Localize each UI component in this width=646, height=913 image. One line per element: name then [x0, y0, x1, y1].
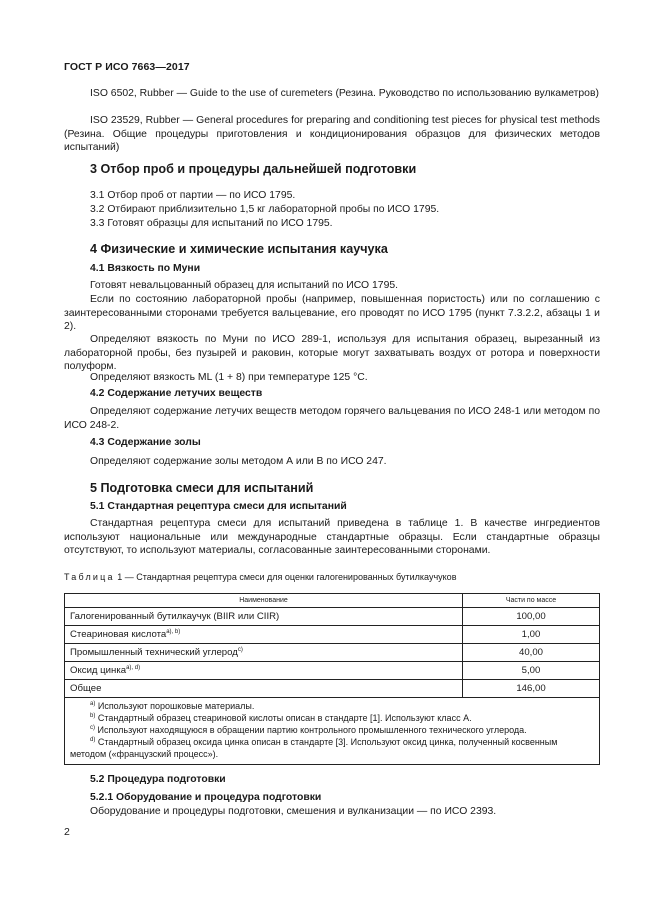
- section-5-2-heading: 5.2 Процедура подготовки: [90, 774, 226, 785]
- table-caption: [64, 572, 456, 582]
- footnote: [70, 712, 594, 724]
- reference-iso-6502: ISO 6502, Rubber — Guide to the use of curemeters (Резина. Руководство по использованию вулкаметров): [90, 88, 599, 99]
- footnote-mark: a): [90, 701, 96, 707]
- section-4-1-heading: 4.1 Вязкость по Муни: [90, 263, 201, 274]
- footnote: [70, 700, 594, 712]
- table-footnotes: [65, 698, 600, 765]
- section-5-2-1-heading: 5.2.1 Оборудование и процедура подготовки: [90, 792, 322, 803]
- clause-3-1: 3.1 Отбор проб от партии — по ИСО 1795.: [90, 190, 296, 201]
- paragraph: Определяют содержание летучих веществ методом горячего вальцевания по ИСО 248-1 или методом по ИСО 248-2.: [64, 406, 600, 431]
- paragraph: Если по состоянию лабораторной пробы (например, повышенная пористость) или по соглашению с заинтересованными сторонами требуется вальцевание, его проводят по ИСО 1795 (пункт 7.3.2.2, абзацы 1 и 2).: [64, 294, 600, 332]
- clause-3-2: 3.2 Отбирают приблизительно 1,5 кг лабораторной пробы по ИСО 1795.: [90, 204, 440, 215]
- ingredient-name: [65, 680, 463, 698]
- table-row: [65, 644, 600, 662]
- column-header-parts: Части по массе: [463, 594, 600, 608]
- paragraph: Определяют вязкость ML (1 + 8) при температуре 125 °С.: [90, 372, 368, 383]
- clause-3-3: 3.3 Готовят образцы для испытаний по ИСО 1795.: [90, 218, 333, 229]
- ingredient-label: Стеариновая кислота: [70, 629, 167, 640]
- ingredient-parts: 1,00: [463, 626, 600, 644]
- table-caption-prefix: Таблица: [64, 572, 115, 582]
- reference-iso-23529: ISO 23529, Rubber — General procedures for preparing and conditioning test pieces for physical test methods (Резина. Общие процедуры приготовления и кондиционирования образцов для физических методов испытаний): [64, 115, 600, 153]
- ingredient-parts: 100,00: [463, 608, 600, 626]
- footnote-ref: c): [237, 647, 243, 653]
- footnote-mark: c): [90, 725, 95, 731]
- paragraph: Определяют содержание золы методом А или В по ИСО 247.: [90, 456, 387, 467]
- paragraph: Стандартная рецептура смеси для испытаний приведена в таблице 1. В качестве ингредиентов используют национальные или международные стандартные образцы. Если стандартные образцы отсутствуют, то используют материалы, согласованные заинтересованными сторонами.: [64, 518, 600, 556]
- footnote-text: Используют находящуюся в обращении партию контрольного промышленного технического углерода.: [95, 725, 527, 735]
- table-caption-text: 1 — Стандартная рецептура смеси для оценки галогенированных бутилкаучуков: [114, 572, 457, 582]
- table-row: [65, 662, 600, 680]
- paragraph: Оборудование и процедуры подготовки, смешения и вулканизации — по ИСО 2393.: [90, 806, 497, 817]
- table-row: [65, 626, 600, 644]
- ingredient-label: Промышленный технический углерод: [70, 647, 238, 658]
- ingredient-name: [65, 608, 463, 626]
- ingredient-name: [65, 644, 463, 662]
- footnote: [70, 736, 594, 760]
- table-footnotes-row: [65, 698, 600, 765]
- section-3-heading: 3 Отбор проб и процедуры дальнейшей подготовки: [90, 162, 417, 176]
- section-5-1-heading: 5.1 Стандартная рецептура смеси для испытаний: [90, 501, 347, 512]
- section-5-heading: 5 Подготовка смеси для испытаний: [90, 481, 314, 495]
- table-header-row: [65, 594, 600, 608]
- ingredient-label: Оксид цинка: [70, 665, 127, 676]
- ingredient-parts: 146,00: [463, 680, 600, 698]
- footnote: [70, 724, 594, 736]
- ingredient-name: [65, 626, 463, 644]
- page-number: 2: [64, 826, 70, 838]
- table-row: [65, 608, 600, 626]
- column-header-name: Наименование: [65, 594, 463, 608]
- footnote-text: Стандартный образец стеариновой кислоты описан в стандарте [1]. Используют класс А.: [95, 713, 472, 723]
- ingredient-label: Общее: [70, 683, 102, 694]
- recipe-table: [64, 593, 600, 765]
- ingredient-parts: 40,00: [463, 644, 600, 662]
- footnote-ref: a), b): [166, 629, 181, 635]
- footnote-text: Стандартный образец оксида цинка описан в стандарте [3]. Используют оксид цинка, полученный косвенным методом («французский процесс»).: [70, 737, 558, 759]
- ingredient-name: [65, 662, 463, 680]
- paragraph: Готовят невальцованный образец для испытаний по ИСО 1795.: [90, 280, 399, 291]
- paragraph: Определяют вязкость по Муни по ИСО 289-1, используя для испытания образец, вырезанный из лабораторной пробы, без пузырей и раковин, которые могут захватывать воздух от ротора и поверхности полуформ.: [64, 334, 600, 372]
- table-row-total: [65, 680, 600, 698]
- section-4-2-heading: 4.2 Содержание летучих веществ: [90, 388, 263, 399]
- footnote-text: Используют порошковые материалы.: [95, 701, 255, 711]
- document-header: ГОСТ Р ИСО 7663—2017: [64, 61, 190, 73]
- section-4-heading: 4 Физические и химические испытания каучука: [90, 242, 388, 256]
- ingredient-label: Галогенированный бутилкаучук (BIIR или CIIR): [70, 611, 280, 622]
- ingredient-parts: 5,00: [463, 662, 600, 680]
- section-4-3-heading: 4.3 Содержание золы: [90, 437, 201, 448]
- footnote-ref: a), d): [126, 665, 141, 671]
- footnote-mark: b): [90, 713, 96, 719]
- footnote-mark: d): [90, 737, 96, 743]
